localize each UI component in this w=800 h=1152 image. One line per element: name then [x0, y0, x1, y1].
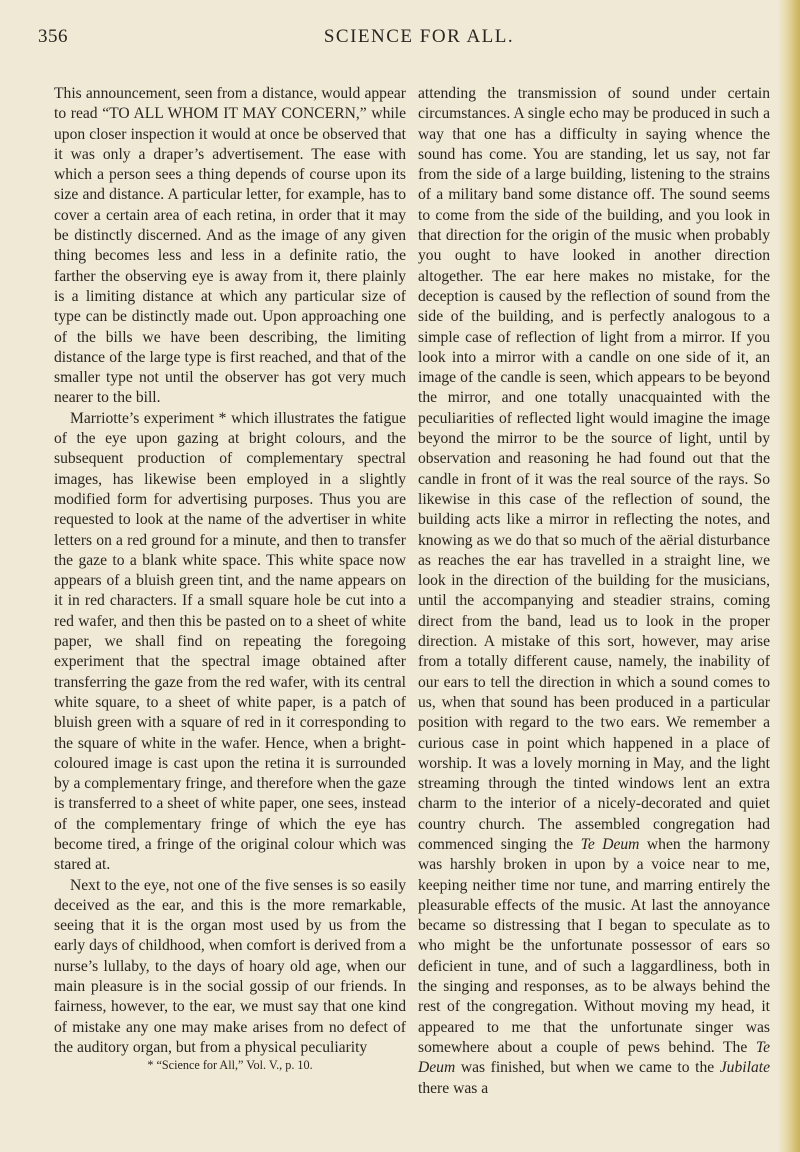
text-run: when the harmony was harshly broken in upon by a voice near to me, keeping neither time nor tune, and marring entirely the pleasurable effects of the music. At last the annoyance became so distressing that I began to speculate as to who might be the unfortunate possessor of ears so deficient in tune, and of such a laggardliness, both in the singing and responses, as to be always behind the rest of the congregation. Without moving my head, it appeared to me that the unfortunate singer was somewhere about a couple of pews behind. The	[418, 835, 770, 1056]
right-column	[418, 84, 770, 1099]
left-column	[54, 84, 406, 1073]
page-number: 356	[38, 26, 68, 47]
text-run: was finished, but when we came to the	[455, 1059, 720, 1077]
paragraph: This announcement, seen from a distance, would appear to read “TO ALL WHOM IT MAY CONCERN,” while upon closer inspection it would at once be observed that it was only a draper’s advertisement. The ease with which a person sees a thing depends of course upon its size and distance. A particular letter, for example, has to cover a certain area of each retina, in order that it may be distinctly discerned. And as the image of any given thing becomes less and less in a definite ratio, the farther the observing eye is away from it, there plainly is a limiting distance at which any particular size of type can be distinctly made out. Upon approaching one of the bills we have been describing, the limiting distance of the large type is first reached, and that of the smaller type not until the observer has got very much nearer to the bill.	[54, 85, 406, 407]
paragraph: Marriotte’s experiment * which illustrates the fatigue of the eye upon gazing at bright colours, and the subsequent production of complementary spectral images, has likewise been employed in a slightly modified form for advertising purposes. Thus you are requested to look at the name of the advertiser in white letters on a red ground for a minute, and then to transfer the gaze to a blank white space. This white space now appears of a bluish green tint, and the name appears on it in red characters. If a small square hole be cut into a red wafer, and then this be pasted on to a sheet of white paper, we shall find on repeating the foregoing experiment that the spectral image obtained after transferring the gaze from the red wafer, with its central white square, to a sheet of white paper, is a patch of bluish green with a square of red in it corresponding to the square of white in the wafer. Hence, when a bright-coloured image is cast upon the retina it is surrounded by a complementary fringe, and therefore when the gaze is transferred to a sheet of white paper, one sees, instead of the complementary fringe of which the eye has become tired, a fringe of the original colour which was stared at.	[54, 409, 406, 874]
footnote: * “Science for All,” Vol. V., p. 10.	[147, 1058, 313, 1073]
text-run: there was a	[418, 1079, 489, 1097]
page-header	[38, 26, 740, 56]
running-title: SCIENCE FOR ALL.	[323, 26, 515, 47]
text-run: attending the transmission of sound under certain circumstances. A single echo may be produced in such a way that one has a difficulty in saying whence the sound has come. You are standing, let us say, not far from the side of a large building, listening to the strains of a military band some distance off. The sound seems to come from the side of the building, and you look in that direction for the origin of the music when probably you ought to have looked in another direction altogether. The ear here makes no mistake, for the deception is caused by the reflection of sound from the side of the building, and is perfectly analogous to a simple case of reflection of light from a mirror. If you look into a mirror with a candle on one side of it, an image of the candle is seen, which appears to be beyond the mirror, and one totally unacquainted with the peculiarities of reflected light would imagine the image beyond the mirror to be the source of light, until by observation and reasoning he had found out that the candle in front of it was the real source of the rays. So likewise in this case of the reflection of sound, the building acts like a mirror in reflecting the notes, and knowing as we do that so much of the aërial disturbance as reaches the ear has travelled in a straight line, we look in the direction of the building for the musicians, until the accompanying and steadier strains, coming direct from the band, lead us to look in the proper direction. A mistake of this sort, however, may arise from a totally different cause, namely, the inability of our ears to tell the direction in which a sound comes to us, when that sound has been produced in a particular position with regard to the two ears. We remember a curious case in point which happened in a place of worship. It was a lovely morning in May, and the light streaming through the tinted windows lent an extra charm to the interior of a nicely-decorated and quiet country church. The assembled congregation had commenced singing the	[418, 85, 770, 853]
title-te-deum: Te Deum	[580, 835, 640, 853]
paragraph	[418, 84, 770, 1099]
title-te-deum: Te Deum	[418, 1038, 770, 1077]
page-edge	[778, 0, 800, 1152]
title-jubilate: Jubilate	[719, 1059, 770, 1077]
paragraph: Next to the eye, not one of the five senses is so easily deceived as the ear, and this is the more remarkable, seeing that it is the organ most used by us from the early days of childhood, when comfort is derived from a nurse’s lullaby, to the days of hoary old age, when our main pleasure is in the social gossip of our friends. In fairness, however, to the ear, we must say that one kind of mistake any one may make arises from no defect of the auditory organ, but from a physical peculiarity	[54, 876, 406, 1056]
